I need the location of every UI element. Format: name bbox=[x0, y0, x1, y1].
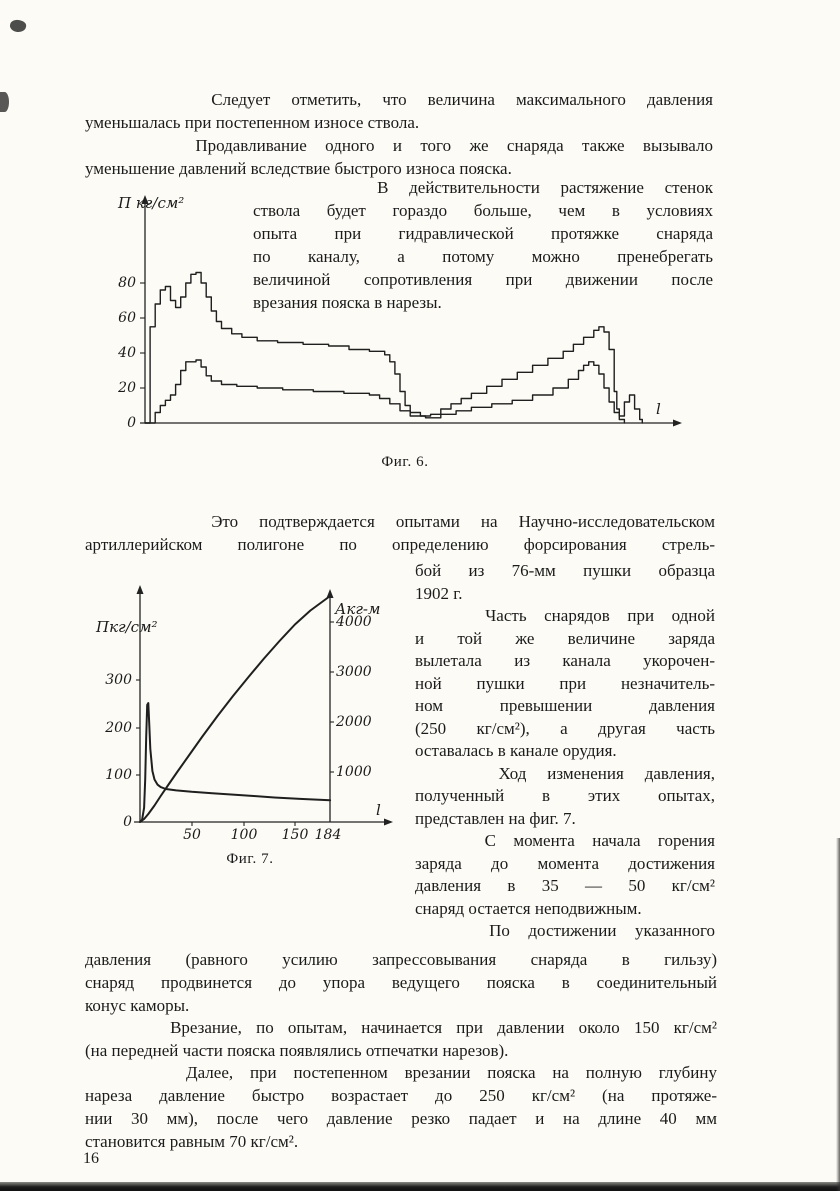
figure-7-caption: Фиг. 7. bbox=[226, 851, 274, 867]
fig6-y-tick-label: 20 bbox=[118, 380, 136, 396]
figure-6-caption: Фиг. 6. bbox=[381, 454, 429, 470]
figure-6-chart bbox=[90, 188, 690, 443]
fig6-axes bbox=[140, 195, 682, 427]
fig7-x-tick-label: 184 bbox=[314, 827, 342, 843]
fig7-left-tick-label: 300 bbox=[105, 672, 132, 688]
fig6-y-tick-label: 40 bbox=[118, 345, 136, 361]
fig7-right-axis-label: Акг-м bbox=[335, 600, 381, 618]
paragraph-4: Это подтверждается опытами на Научно-исследовательском артиллерийском полигоне по определению форсирования стрель- bbox=[85, 512, 715, 554]
fig6-y-tick-label: 60 bbox=[118, 310, 136, 326]
fig6-x-axis-label: l bbox=[656, 400, 661, 418]
figure-7-chart bbox=[88, 568, 423, 853]
paragraph-7: Далее, при постепенном врезании пояска на полную глубину нареза давление быстро возрастает до 250 кг/см² (на протяже- нии 30 мм), после чего давление резко падает и на длине 40 мм становится равным 70 кг/см². bbox=[85, 1063, 717, 1151]
fig7-x-tick-label: 50 bbox=[183, 827, 201, 843]
scan-edge-right bbox=[836, 838, 840, 1191]
chart-curve bbox=[140, 703, 330, 822]
scan-artifact bbox=[0, 92, 9, 112]
fig7-right-tick-label: 3000 bbox=[336, 664, 372, 680]
paragraph-2: Продавливание одного и того же снаряда также вызывало уменьшение давлений вследствие быстрого износа пояска. bbox=[85, 136, 713, 178]
paragraph-5: давления (равного усилию запрессовывания снаряда в гильзу) снаряд продвинется до упора ведущего пояска в соединительный конус каморы. bbox=[85, 950, 717, 1015]
column-text: бой из 76-мм пушки образца 1902 г. Часть снарядов при одной и той же величине заряда вылетала из канала укорочен- ной пушки при незначитель- ном превышении давления (250 кг/см²), а другая часть оставалась в канале орудия. Ход изменения давления, полученный в этих опытах, представлен на фиг. 7. С момента начала горения заряда до момента достижения давления в 35 — 50 кг/см² снаряд остается неподвижным. По достижении указанного bbox=[415, 561, 715, 940]
scan-artifact bbox=[9, 18, 27, 33]
chart-curve bbox=[145, 273, 642, 424]
fig7-left-axis-label: Пкг/см² bbox=[96, 618, 158, 636]
chart-curve bbox=[140, 596, 330, 822]
fig7-x-tick-label: 100 bbox=[230, 827, 258, 843]
fig7-left-tick-label: 100 bbox=[105, 767, 132, 783]
fig7-left-tick-label: 200 bbox=[105, 720, 132, 736]
fig7-right-tick-label: 4000 bbox=[336, 614, 372, 630]
paragraph-6: Врезание, по опытам, начинается при давлении около 150 кг/см² (на передней части пояска появлялись отпечатки нарезов). bbox=[85, 1018, 717, 1060]
page-number: 16 bbox=[83, 1150, 99, 1167]
fig7-right-tick-label: 1000 bbox=[336, 764, 372, 780]
scan-edge-bottom bbox=[0, 1182, 840, 1191]
fig6-y-tick-label: 80 bbox=[118, 275, 136, 291]
fig7-x-tick-label: 150 bbox=[281, 827, 309, 843]
paragraph-3: В действительности растяжение стенок ствола будет гораздо больше, чем в условиях опыта при гидравлической протяжке снаряда по каналу, а потому можно пренебрегать величиной сопротивления при движении после врезания пояска в нарезы. bbox=[253, 178, 713, 312]
chart-curve bbox=[145, 360, 624, 423]
fig7-left-tick-label: 0 bbox=[123, 814, 132, 830]
paragraph-1: Следует отметить, что величина максимального давления уменьшалась при постепенном износе ствола. bbox=[85, 90, 713, 132]
fig7-right-tick-label: 2000 bbox=[336, 714, 372, 730]
fig6-y-tick-label: 0 bbox=[127, 415, 136, 431]
fig7-x-axis-label: l bbox=[376, 801, 381, 819]
fig6-y-axis-label: П кг/см² bbox=[118, 194, 185, 212]
